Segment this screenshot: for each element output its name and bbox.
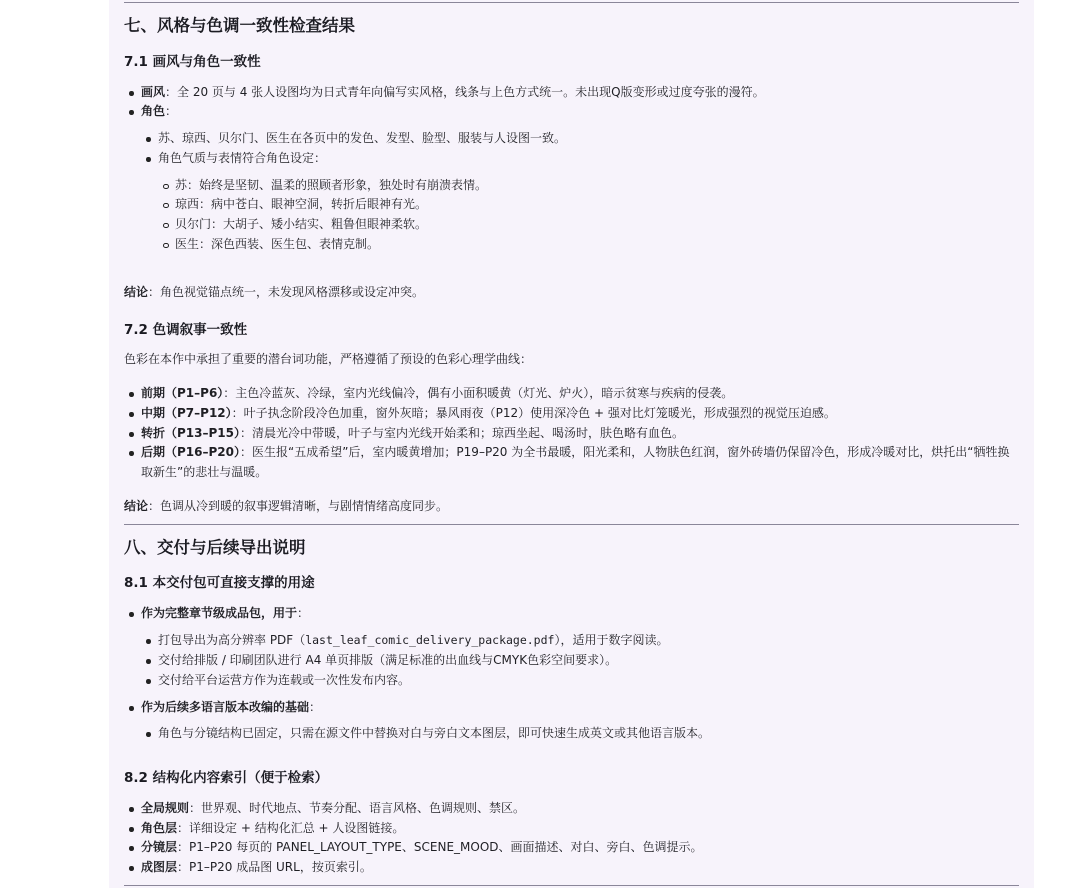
role-label: 角色: [141, 104, 166, 118]
list-item: 角色与分镜结构已固定，只需在源文件中替换对白与旁白文本图层，即可快速生成英文或其他语言版本。: [158, 724, 710, 744]
item-text: ），适用于数字阅读。: [554, 633, 669, 647]
list-item: 贝尔门：大胡子、矮小结实、粗鲁但眼神柔软。: [175, 215, 427, 235]
section-divider: [124, 885, 1019, 886]
conclusion-label: 结论: [124, 285, 149, 299]
item-label: 前期（P1–P6）: [141, 386, 224, 400]
list-item-style: [141, 83, 765, 103]
list-item: 交付给排版 / 印刷团队进行 A4 单页排版（满足标准的出血线与CMYK色彩空间要求）。: [158, 651, 617, 671]
item-text: ：P1–P20 成品图 URL，按页索引。: [177, 860, 372, 874]
item-label: 后期（P16–P20）: [141, 445, 240, 459]
item-text: 打包导出为高分辨率 PDF（: [158, 633, 306, 647]
item-label: 中期（P7–P12）: [141, 406, 232, 420]
list-item: 琼西：病中苍白、眼神空洞，转折后眼神有光。: [175, 195, 427, 215]
section-divider: [124, 2, 1019, 3]
item-label: 作为完整章节级成品包，用于: [141, 606, 298, 620]
section-divider: [124, 524, 1019, 525]
list-item-storyboard-layer: [141, 838, 703, 858]
role-colon: ：: [165, 104, 178, 118]
section-7-2-intro: 色彩在本作中承担了重要的潜台词功能，严格遵循了预设的色彩心理学曲线：: [124, 352, 533, 366]
conclusion-label: 结论: [124, 499, 149, 513]
list-item-color-turn: [141, 424, 684, 444]
list-item-image-layer: [141, 858, 372, 878]
section-7-1-heading: 7.1 画风与角色一致性: [124, 54, 261, 70]
list-item-global-rules: [141, 799, 525, 819]
list-item-complete-package: [141, 604, 309, 624]
list-item-color-middle: [141, 404, 836, 424]
item-label: 成图层: [141, 860, 178, 874]
list-item-role: [141, 102, 177, 122]
section-7-2-heading: 7.2 色调叙事一致性: [124, 322, 248, 338]
conclusion-7-1: [124, 283, 424, 303]
item-label: 全局规则: [141, 801, 190, 815]
section-8-heading: 八、交付与后续导出说明: [124, 538, 306, 557]
conclusion-7-2: [124, 497, 448, 517]
list-item: 角色气质与表情符合角色设定：: [158, 149, 326, 169]
item-colon: ：: [309, 700, 322, 714]
item-text: ：详细设定 + 结构化汇总 + 人设图链接。: [177, 821, 405, 835]
item-label: 作为后续多语言版本改编的基础: [141, 700, 310, 714]
item-label: 角色层: [141, 821, 178, 835]
section-8-1-heading: 8.1 本交付包可直接支撑的用途: [124, 575, 315, 591]
item-label: 分镜层: [141, 840, 178, 854]
item-text: ：世界观、时代地点、节奏分配、语言风格、色调规则、禁区。: [189, 801, 526, 815]
list-item-export-pdf: [158, 631, 668, 651]
pdf-filename: last_leaf_comic_delivery_package.pdf: [305, 633, 555, 647]
item-label: 转折（P13–P15）: [141, 426, 240, 440]
list-item: 苏、琼西、贝尔门、医生在各页中的发色、发型、脸型、服装与人设图一致。: [158, 129, 566, 149]
list-item-character-layer: [141, 819, 404, 839]
section-8-2-heading: 8.2 结构化内容索引（便于检索）: [124, 770, 329, 786]
item-text: ：医生报“五成希望”后，室内暖黄增加；P19–P20 为全书最暖，阳光柔和，人物肤色红润，窗外砖墙仍保留冷色，形成冷暖对比，烘托出“牺牲换取新生”的悲壮与温暖。: [141, 445, 1010, 479]
list-item-color-late: [141, 443, 1019, 482]
list-item-color-early: [141, 384, 733, 404]
document-page: [109, 0, 1034, 888]
item-text: ：P1–P20 每页的 PANEL_LAYOUT_TYPE、SCENE_MOOD、画面描述、对白、旁白、色调提示。: [177, 840, 703, 854]
item-colon: ：: [297, 606, 310, 620]
style-label: 画风: [141, 85, 166, 99]
item-text: ：清晨光冷中带暖，叶子与室内光线开始柔和；琼西坐起、喝汤时，肤色略有血色。: [240, 426, 685, 440]
list-item-multilingual: [141, 698, 321, 718]
list-item: 交付给平台运营方作为连载或一次性发布内容。: [158, 671, 410, 691]
item-text: ：叶子执念阶段冷色加重，窗外灰暗；暴风雨夜（P12）使用深冷色 + 强对比灯笼暖光，形成强烈的视觉压迫感。: [231, 406, 836, 420]
conclusion-text: ：角色视觉锚点统一，未发现风格漂移或设定冲突。: [148, 285, 425, 299]
list-item: 苏：始终是坚韧、温柔的照顾者形象，独处时有崩溃表情。: [175, 176, 487, 196]
section-7-heading: 七、风格与色调一致性检查结果: [124, 16, 355, 35]
item-text: ：主色冷蓝灰、冷绿，室内光线偏冷，偶有小面积暖黄（灯光、炉火），暗示贫寒与疾病的侵袭。: [223, 386, 734, 400]
list-item: 医生：深色西装、医生包、表情克制。: [175, 235, 379, 255]
style-text: ：全 20 页与 4 张人设图均为日式青年向偏写实风格，线条与上色方式统一。未出现Q版变形或过度夸张的漫符。: [165, 85, 765, 99]
conclusion-text: ：色调从冷到暖的叙事逻辑清晰，与剧情情绪高度同步。: [148, 499, 449, 513]
